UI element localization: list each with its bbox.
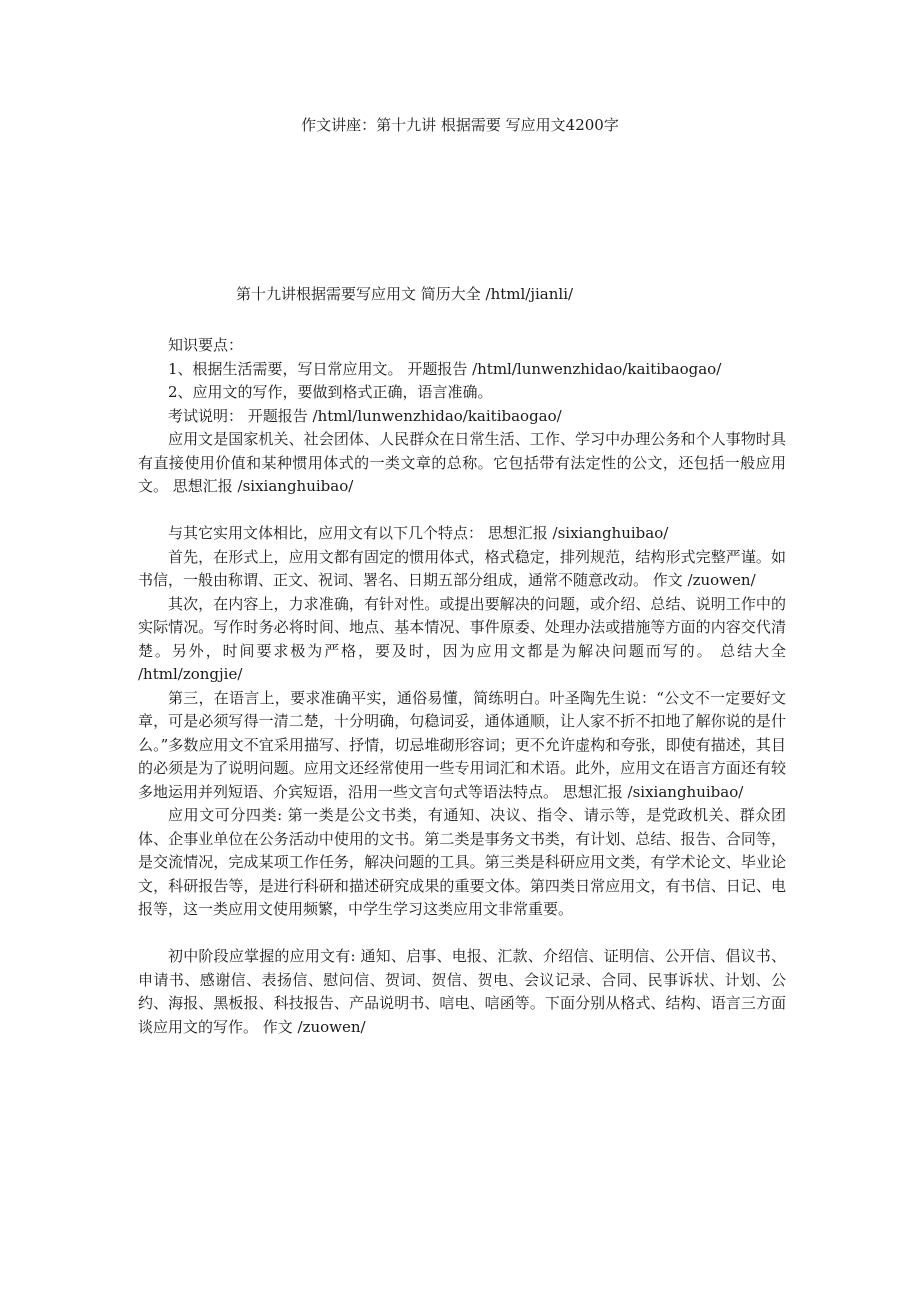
- knowledge-point-1: 1、根据生活需要，写日常应用文。 开题报告 /html/lunwenzhidao/kaitibaogao/: [168, 359, 722, 378]
- page-title: 作文讲座：第十九讲 根据需要 写应用文4200字: [301, 116, 619, 134]
- middle-school-paragraph: 初中阶段应掌握的应用文有: 通知、启事、电报、汇款、介绍信、证明信、公开信、倡议书、申请书、感谢信、表扬信、慰问信、贺词、贺信、贺电、会议记录、合同、民事诉状、计划、公约、海报、黑板报、科技报告、产品说明书、唁电、唁函等。下面分别从格式、结构、语言三方面谈应用文的写作。 作文 /zuowen/: [138, 947, 786, 1036]
- exam-notes-heading: 考试说明： 开题报告 /html/lunwenzhidao/kaitibaogao/: [168, 406, 562, 425]
- knowledge-point-2: 2、应用文的写作，要做到格式正确，语言准确。: [168, 383, 493, 401]
- feature-content-paragraph: 其次，在内容上，力求准确，有针对性。或提出要解决的问题，或介绍、总结、说明工作中的实际情况。写作时务必将时间、地点、基本情况、事件原委、处理办法或措施等方面的内容交代清楚。另外，时间要求极为严格，要及时，因为应用文都是为解决问题而写的。 总结大全 /html/zongjie/: [138, 594, 786, 683]
- feature-form-paragraph: 首先，在形式上，应用文都有固定的惯用体式，格式稳定，排列规范，结构形式完整严谨。如书信，一般由称谓、正文、祝词、署名、日期五部分组成，通常不随意改动。 作文 /zuowen/: [138, 547, 786, 589]
- definition-paragraph: 应用文是国家机关、社会团体、人民群众在日常生活、工作、学习中办理公务和个人事物时具有直接使用价值和某种惯用体式的一类文章的总称。它包括带有法定性的公文，还包括一般应用文。 思想汇报 /sixianghuibao/: [138, 430, 786, 495]
- feature-language-paragraph: 第三，在语言上，要求准确平实，通俗易懂，简练明白。叶圣陶先生说：“公文不一定要好文章，可是必须写得一清二楚，十分明确，句稳词妥，通体通顺，让人家不折不扣地了解你说的是什么。”多数应用文不宜采用描写、抒情，切忌堆砌形容词；更不允许虚构和夸张，即使有描述，其目的必须是为了说明问题。应用文还经常使用一些专用词汇和术语。此外，应用文在语言方面还有较多地运用并列短语、介宾短语，沿用一些文言句式等语法特点。 思想汇报 /sixianghuibao/: [138, 688, 786, 801]
- article-body: [138, 334, 786, 1039]
- features-intro-paragraph: 与其它实用文体相比，应用文有以下几个特点： 思想汇报 /sixianghuibao/: [168, 524, 669, 542]
- knowledge-points-heading: 知识要点：: [168, 336, 244, 354]
- lecture-subtitle: 第十九讲根据需要写应用文 简历大全 /html/jianli/: [236, 285, 574, 303]
- categories-paragraph: 应用文可分四类: 第一类是公文书类，有通知、决议、指令、请示等，是党政机关、群众团体、企事业单位在公务活动中使用的文书。第二类是事务文书类，有计划、总结、报告、合同等，是交流情况，完成某项工作任务，解决问题的工具。第三类是科研应用文类，有学术论文、毕业论文，科研报告等，是进行科研和描述研究成果的重要文体。第四类日常应用文，有书信、日记、电报等，这一类应用文使用频繁，中学生学习这类应用文非常重要。: [138, 806, 786, 918]
